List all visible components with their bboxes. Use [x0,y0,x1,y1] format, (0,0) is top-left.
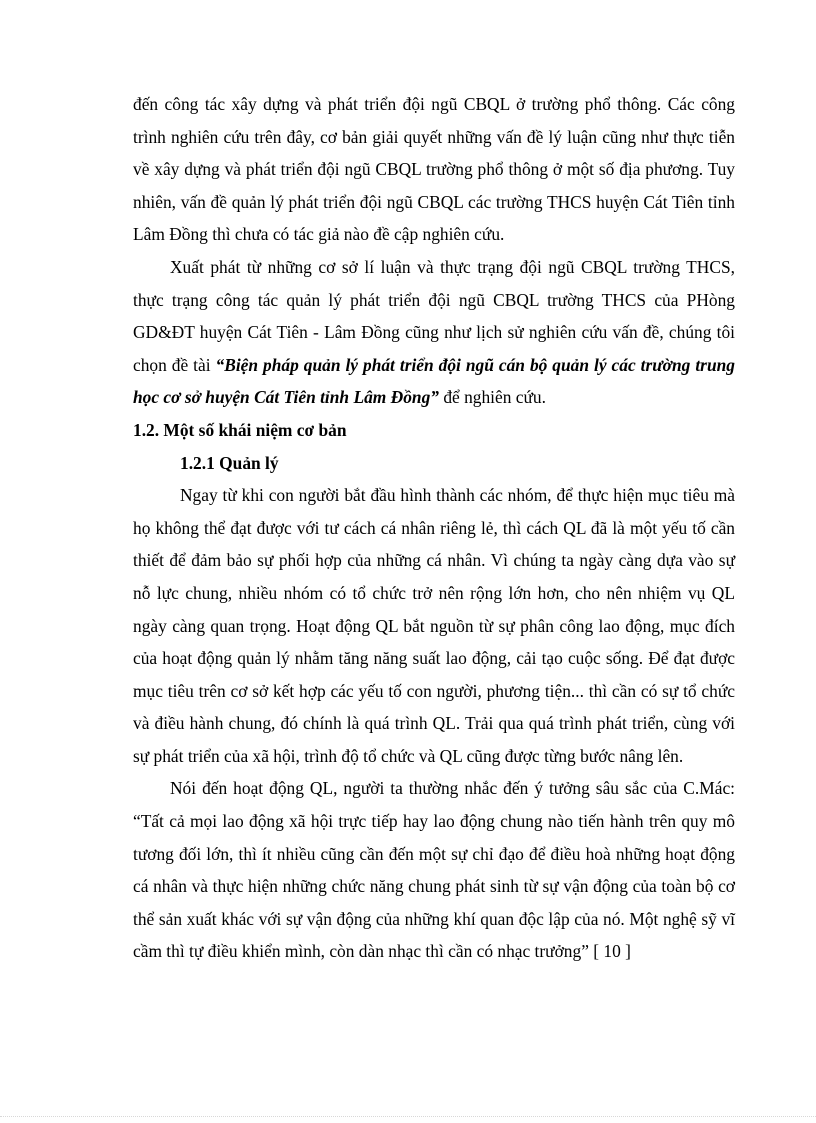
topic-lead-text: Xuất phát từ những cơ sở lí luận và thực trạng đội ngũ CBQL trường THCS, thực trạng công tác quản lý phát triển đội ngũ CBQL trường THCS của PHòng GD&ĐT huyện Cát Tiên - Lâm Đồng cũng như lịch sử nghiên cứu vấn đề, chúng tôi chọn đề tài [133,256,735,375]
section-heading: 1.2. Một số khái niệm cơ bản [133,419,347,440]
paragraph-marx-quote: Nói đến hoạt động QL, người ta thường nhắc đến ý tưởng sâu sắc của C.Mác: “Tất cả mọi lao động xã hội trực tiếp hay lao động chung nào tiến hành trên quy mô tương đối lớn, thì ít nhiều cũng cần đến một sự chỉ đạo để điều hoà những hoạt động cá nhân và thực hiện những chức năng chung phát sinh từ sự vận động của toàn bộ cơ thể sản xuất khác với sự vận động của những khí quan độc lập của nó. Một nghệ sỹ vĩ cầm thì tự điều khiển mình, còn dàn nhạc thì cần có nhạc trưởng” [ 10 ] [133,778,735,962]
document-page [133,88,735,968]
thesis-title: “Biện pháp quản lý phát triển đội ngũ cán bộ quản lý các trường trung học cơ sở huyện Cát Tiên tỉnh Lâm Đồng” [133,354,735,408]
subsection-heading: 1.2.1 Quản lý [180,452,279,473]
paragraph-management-origin: Ngay từ khi con người bắt đầu hình thành các nhóm, để thực hiện mục tiêu mà họ không thể đạt được với tư cách cá nhân riêng lẻ, thì cách QL đã là một yếu tố cần thiết để đảm bảo sự phối hợp của những cá nhân. Vì chúng ta ngày càng dựa vào sự nỗ lực chung, nhiều nhóm có tổ chức trở nên rộng lớn hơn, cho nên nhiệm vụ QL ngày càng quan trọng. Hoạt động QL bắt nguồn từ sự phân công lao động, mục đích của hoạt động quản lý nhằm tăng năng suất lao động, cải tạo cuộc sống. Để đạt được mục tiêu trên cơ sở kết hợp các yếu tố con người, phương tiện... thì cần có sự tổ chức và điều hành chung, đó chính là quá trình QL. Trải qua quá trình phát triển, cùng với sự phát triển của xã hội, trình độ tổ chức và QL cũng được từng bước nâng lên. [133,485,735,766]
paragraph-research-overview: đến công tác xây dựng và phát triển đội ngũ CBQL ở trường phổ thông. Các công trình nghiên cứu trên đây, cơ bản giải quyết những vấn đề lý luận cũng như thực tiễn về xây dựng và phát triển đội ngũ CBQL trường phổ thông ở một số địa phương. Tuy nhiên, vấn đề quản lý phát triển đội ngũ CBQL các trường THCS huyện Cát Tiên tỉnh Lâm Đồng thì chưa có tác giả nào đề cập nghiên cứu. [133,94,735,245]
page-bottom-border [0,1116,816,1117]
topic-tail-text: để nghiên cứu. [438,387,546,408]
paragraph-topic-selection [133,251,735,414]
